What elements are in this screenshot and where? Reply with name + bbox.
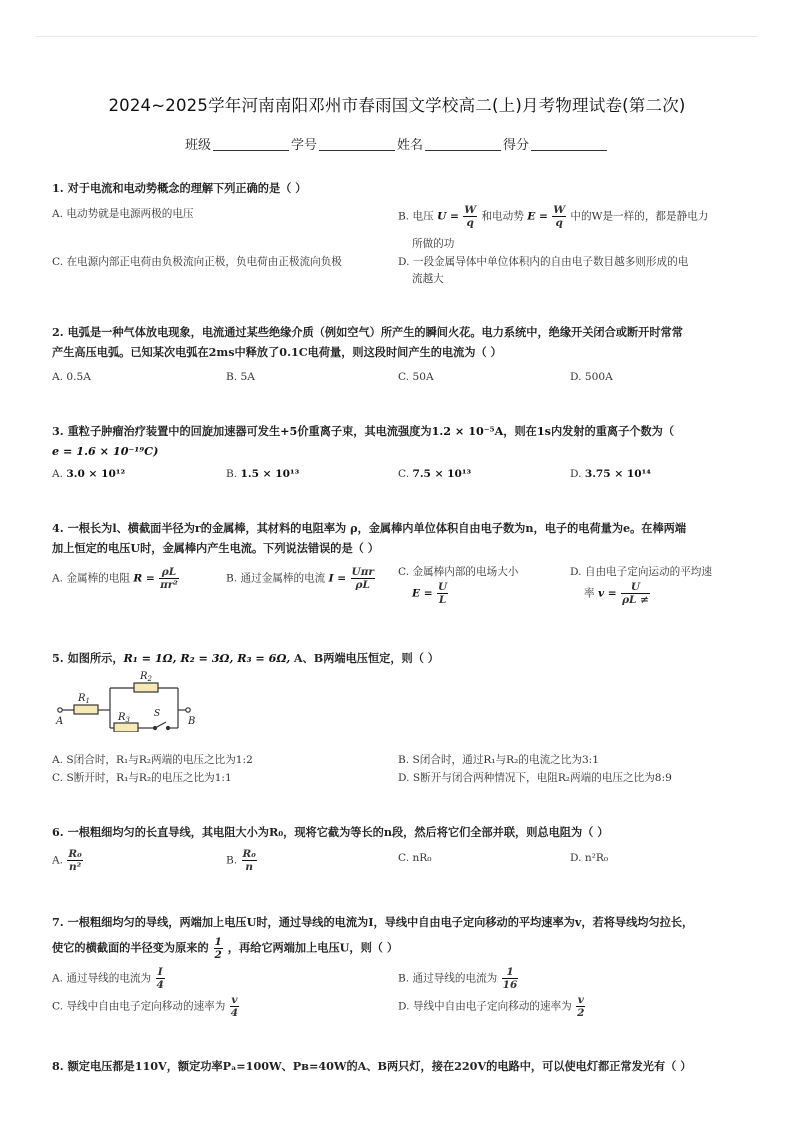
q4-b-prefix: B. 通过金属棒的电流 xyxy=(226,572,329,585)
q3-a-label: A. xyxy=(52,468,64,480)
q4-a-frac: $\frac{\rho L}{\text{πr²}}$ xyxy=(160,566,178,591)
question-6 xyxy=(52,822,742,843)
q4-c-prefix: C. 金属棒内部的电场大小 xyxy=(398,566,519,578)
name-blank xyxy=(425,138,501,151)
question-8-stem: 8. 额定电压都是110V，额定功率Pₐ=100W、Pʙ=40W的A、B两只灯，接在220V的电路中，可以使电灯都正常发光有（ ） xyxy=(52,1059,692,1073)
q4-a-eq: R = xyxy=(133,572,155,585)
q4-option-d xyxy=(570,564,712,606)
q3-d-value: 3.75 × 10¹⁴ xyxy=(584,468,651,480)
q6-option-a xyxy=(52,848,84,873)
id-label: 学号 xyxy=(290,138,317,153)
q7-a-prefix: A. 通过导线的电流为 xyxy=(52,972,152,985)
q1-b-mid: 和电动势 xyxy=(481,210,524,223)
question-3-line2: e = 1.6 × 10⁻¹⁹C) xyxy=(52,444,159,458)
q7-half-frac: $\frac{1}{2}$ xyxy=(214,936,222,961)
q4-option-b xyxy=(226,566,376,591)
q6-option-d: D. n²R₀ xyxy=(570,852,609,864)
label-r3-sub: 3 xyxy=(125,716,130,724)
q1-b-u: U = xyxy=(437,210,459,223)
q3-c-value: 7.5 × 10¹³ xyxy=(412,468,472,480)
q1-option-b-line2: 所做的功 xyxy=(412,238,455,250)
question-3-line1 xyxy=(52,421,742,441)
q4-d-prefix: D. 自由电子定向运动的平均速 xyxy=(570,566,712,578)
q5-option-c: C. S断开时，R₁与R₂的电压之比为1:1 xyxy=(52,772,232,784)
q4-option-c xyxy=(398,564,518,606)
svg-text:R1 xyxy=(77,693,90,705)
q3-line1-pre: 3. 重粒子肿瘤治疗装置中的回旋加速器可发生 xyxy=(52,424,281,438)
q7-line2-post: ，再给它两端加上电压U，则（ ） xyxy=(227,940,399,955)
svg-text:R2 xyxy=(139,671,153,683)
q7-b-frac: $\frac{1}{16}$ xyxy=(502,966,518,991)
q6-a-frac: $\frac{\text{R₀}}{\text{n²}}$ xyxy=(68,848,82,873)
q4-b-frac: $\frac{\text{Uπr}}{\rho L}$ xyxy=(351,566,374,591)
q2-option-b: B. 5A xyxy=(226,371,255,383)
question-2-line1: 2. 电弧是一种气体放电现象，电流通过某些绝缘介质（例如空气）所产生的瞬间火花。电力系统中，绝缘开关闭合或断开时常常 xyxy=(52,325,683,339)
question-4 xyxy=(52,518,742,558)
question-1 xyxy=(52,178,742,199)
q5-option-d: D. S断开与闭合两种情况下，电阻R₂两端的电压之比为8:9 xyxy=(398,772,672,784)
q6-option-c: C. nR₀ xyxy=(398,852,432,864)
q4-d-eq: v = xyxy=(597,587,617,600)
q5-stem-pre: 5. 如图所示， xyxy=(52,651,124,665)
q3-line1-mid: 价重离子束，其电流强度为 xyxy=(297,424,432,438)
terminal-b xyxy=(186,708,190,712)
question-7 xyxy=(52,912,742,961)
q7-option-a xyxy=(52,966,166,991)
q4-d-frac: $\frac{U}{\rho L \ne}$ xyxy=(622,581,649,606)
question-2 xyxy=(52,322,742,362)
id-blank xyxy=(319,138,395,151)
q4-option-a xyxy=(52,566,180,591)
q6-b-label: B. xyxy=(226,854,238,867)
question-2-line2: 产生高压电弧。已知某次电弧在2ms中释放了0.1C电荷量，则这段时间产生的电流为（ ） xyxy=(52,345,502,359)
q3-d-label: D. xyxy=(570,468,582,480)
q3-current-value: 1.2 × 10⁻⁵A xyxy=(431,424,504,438)
score-blank xyxy=(531,138,607,151)
q4-b-eq: I = xyxy=(328,572,347,585)
q7-option-b xyxy=(398,966,519,991)
label-r1-sub: 1 xyxy=(85,697,90,705)
resistor-r1 xyxy=(74,705,98,714)
q1-b-e: E = xyxy=(527,210,548,223)
q1-option-d-line2: 流越大 xyxy=(412,273,444,285)
q7-d-prefix: D. 导线中自由电子定向移动的速率为 xyxy=(398,1000,572,1013)
q3-option-a xyxy=(52,466,125,483)
q1-b-frac1: $\frac{W}{q}$ xyxy=(464,204,477,229)
label-r3: R xyxy=(118,712,126,723)
q6-a-label: A. xyxy=(52,854,64,867)
resistor-r3 xyxy=(114,723,138,732)
q1-option-b xyxy=(398,204,743,229)
q5-option-a: A. S闭合时，R₁与R₂两端的电压之比为1:2 xyxy=(52,754,253,766)
question-5 xyxy=(52,648,742,669)
q4-c-frac: $\frac{U}{L}$ xyxy=(438,581,448,606)
q1-b-prefix: B. 电压 xyxy=(398,210,434,223)
name-label: 姓名 xyxy=(397,138,424,153)
q2-option-c: C. 50A xyxy=(398,371,434,383)
q3-option-d xyxy=(570,466,651,483)
q5-option-b: B. S闭合时，通过R₁与R₂的电流之比为3:1 xyxy=(398,754,599,766)
question-7-line2 xyxy=(52,936,742,961)
question-4-line1: 4. 一根长为l、横截面半径为r的金属棒，其材料的电阻率为 ρ，金属棒内单位体积自由电子数为n，电子的电荷量为e。在棒两端 xyxy=(52,521,687,535)
q2-option-a: A. 0.5A xyxy=(52,371,91,383)
q7-line2-pre: 使它的横截面的半径变为原来的 xyxy=(52,940,209,955)
question-1-stem: 1. 对于电流和电动势概念的理解下列正确的是（ ） xyxy=(52,181,307,195)
label-r2-sub: 2 xyxy=(147,675,152,683)
score-label: 得分 xyxy=(503,138,530,153)
q1-b-frac2: $\frac{W}{q}$ xyxy=(553,204,566,229)
label-r1: R xyxy=(78,693,86,704)
question-6-stem: 6. 一根粗细均匀的长直导线，其电阻大小为R₀，现将它截为等长的n段，然后将它们全部并联，则总电阻为（ ） xyxy=(52,825,609,839)
q4-d-prefix2: 率 xyxy=(584,587,595,600)
label-b: B xyxy=(188,716,196,727)
q1-option-a: A. 电动势就是电源两极的电压 xyxy=(52,208,194,220)
page-top-border xyxy=(36,36,758,37)
q3-c-label: C. xyxy=(398,468,410,480)
q2-option-d: D. 500A xyxy=(570,371,613,383)
q5-circuit-diagram xyxy=(54,670,214,732)
q1-b-suffix: 中的W是一样的，都是静电力 xyxy=(570,210,709,223)
question-3 xyxy=(52,421,742,461)
label-a: A xyxy=(56,716,64,727)
q6-option-b xyxy=(226,848,258,873)
class-label: 班级 xyxy=(184,138,211,153)
q7-option-d xyxy=(398,994,586,1019)
q1-option-c: C. 在电源内部正电荷由负极流向正极，负电荷由正极流向负极 xyxy=(52,256,342,268)
question-7-line1: 7. 一根粗细均匀的导线，两端加上电压U时，通过导线的电流为I，导线中自由电子定向移动的平均速率为v，若将导线均匀拉长， xyxy=(52,915,694,929)
q4-a-prefix: A. 金属棒的电阻 xyxy=(52,572,134,585)
q3-b-value: 1.5 × 10¹³ xyxy=(240,468,300,480)
question-4-line2: 加上恒定的电压U时，金属棒内产生电流。下列说法错误的是（ ） xyxy=(52,541,379,555)
switch-s xyxy=(155,722,166,728)
class-blank xyxy=(213,138,289,151)
q3-b-label: B. xyxy=(226,468,238,480)
resistor-r2 xyxy=(134,683,158,692)
q5-resistor-values: R₁ = 1Ω, R₂ = 3Ω, R₃ = 6Ω, xyxy=(123,651,291,665)
question-8 xyxy=(52,1056,742,1077)
q4-c-eq: E = xyxy=(412,587,433,600)
q3-option-c xyxy=(398,466,471,483)
q3-charge: +5 xyxy=(280,424,298,438)
q3-option-b xyxy=(226,466,299,483)
q3-line1-post: ，则在 xyxy=(503,424,537,438)
q7-c-frac: $\frac{v}{4}$ xyxy=(230,994,239,1019)
q7-c-prefix: C. 导线中自由电子定向移动的速率为 xyxy=(52,1000,226,1013)
q5-stem-post: A、B两端电压恒定，则（ ） xyxy=(293,651,439,665)
page-title: 2024~2025学年河南南阳邓州市春雨国文学校高二(上)月考物理试卷(第二次) xyxy=(108,96,686,115)
student-info-line xyxy=(0,134,794,153)
q3-a-value: 3.0 × 10¹² xyxy=(66,468,126,480)
terminal-a xyxy=(58,708,62,712)
q7-option-c xyxy=(52,994,240,1019)
label-r2: R xyxy=(140,671,148,682)
q7-a-frac: $\frac{I}{4}$ xyxy=(156,966,164,991)
q3-time: 1s xyxy=(536,424,551,438)
q1-option-d-line1: D. 一段金属导体中单位体积内的自由电子数目越多则形成的电 xyxy=(398,256,689,268)
q6-b-frac: $\frac{\text{R₀}}{n}$ xyxy=(242,848,256,873)
label-s: S xyxy=(154,709,161,719)
svg-text:R3 xyxy=(117,712,131,724)
q7-b-prefix: B. 通过导线的电流为 xyxy=(398,972,498,985)
q3-line1-end: 内发射的重离子个数为（ xyxy=(550,424,675,438)
q7-d-frac: $\frac{v}{2}$ xyxy=(577,994,585,1019)
